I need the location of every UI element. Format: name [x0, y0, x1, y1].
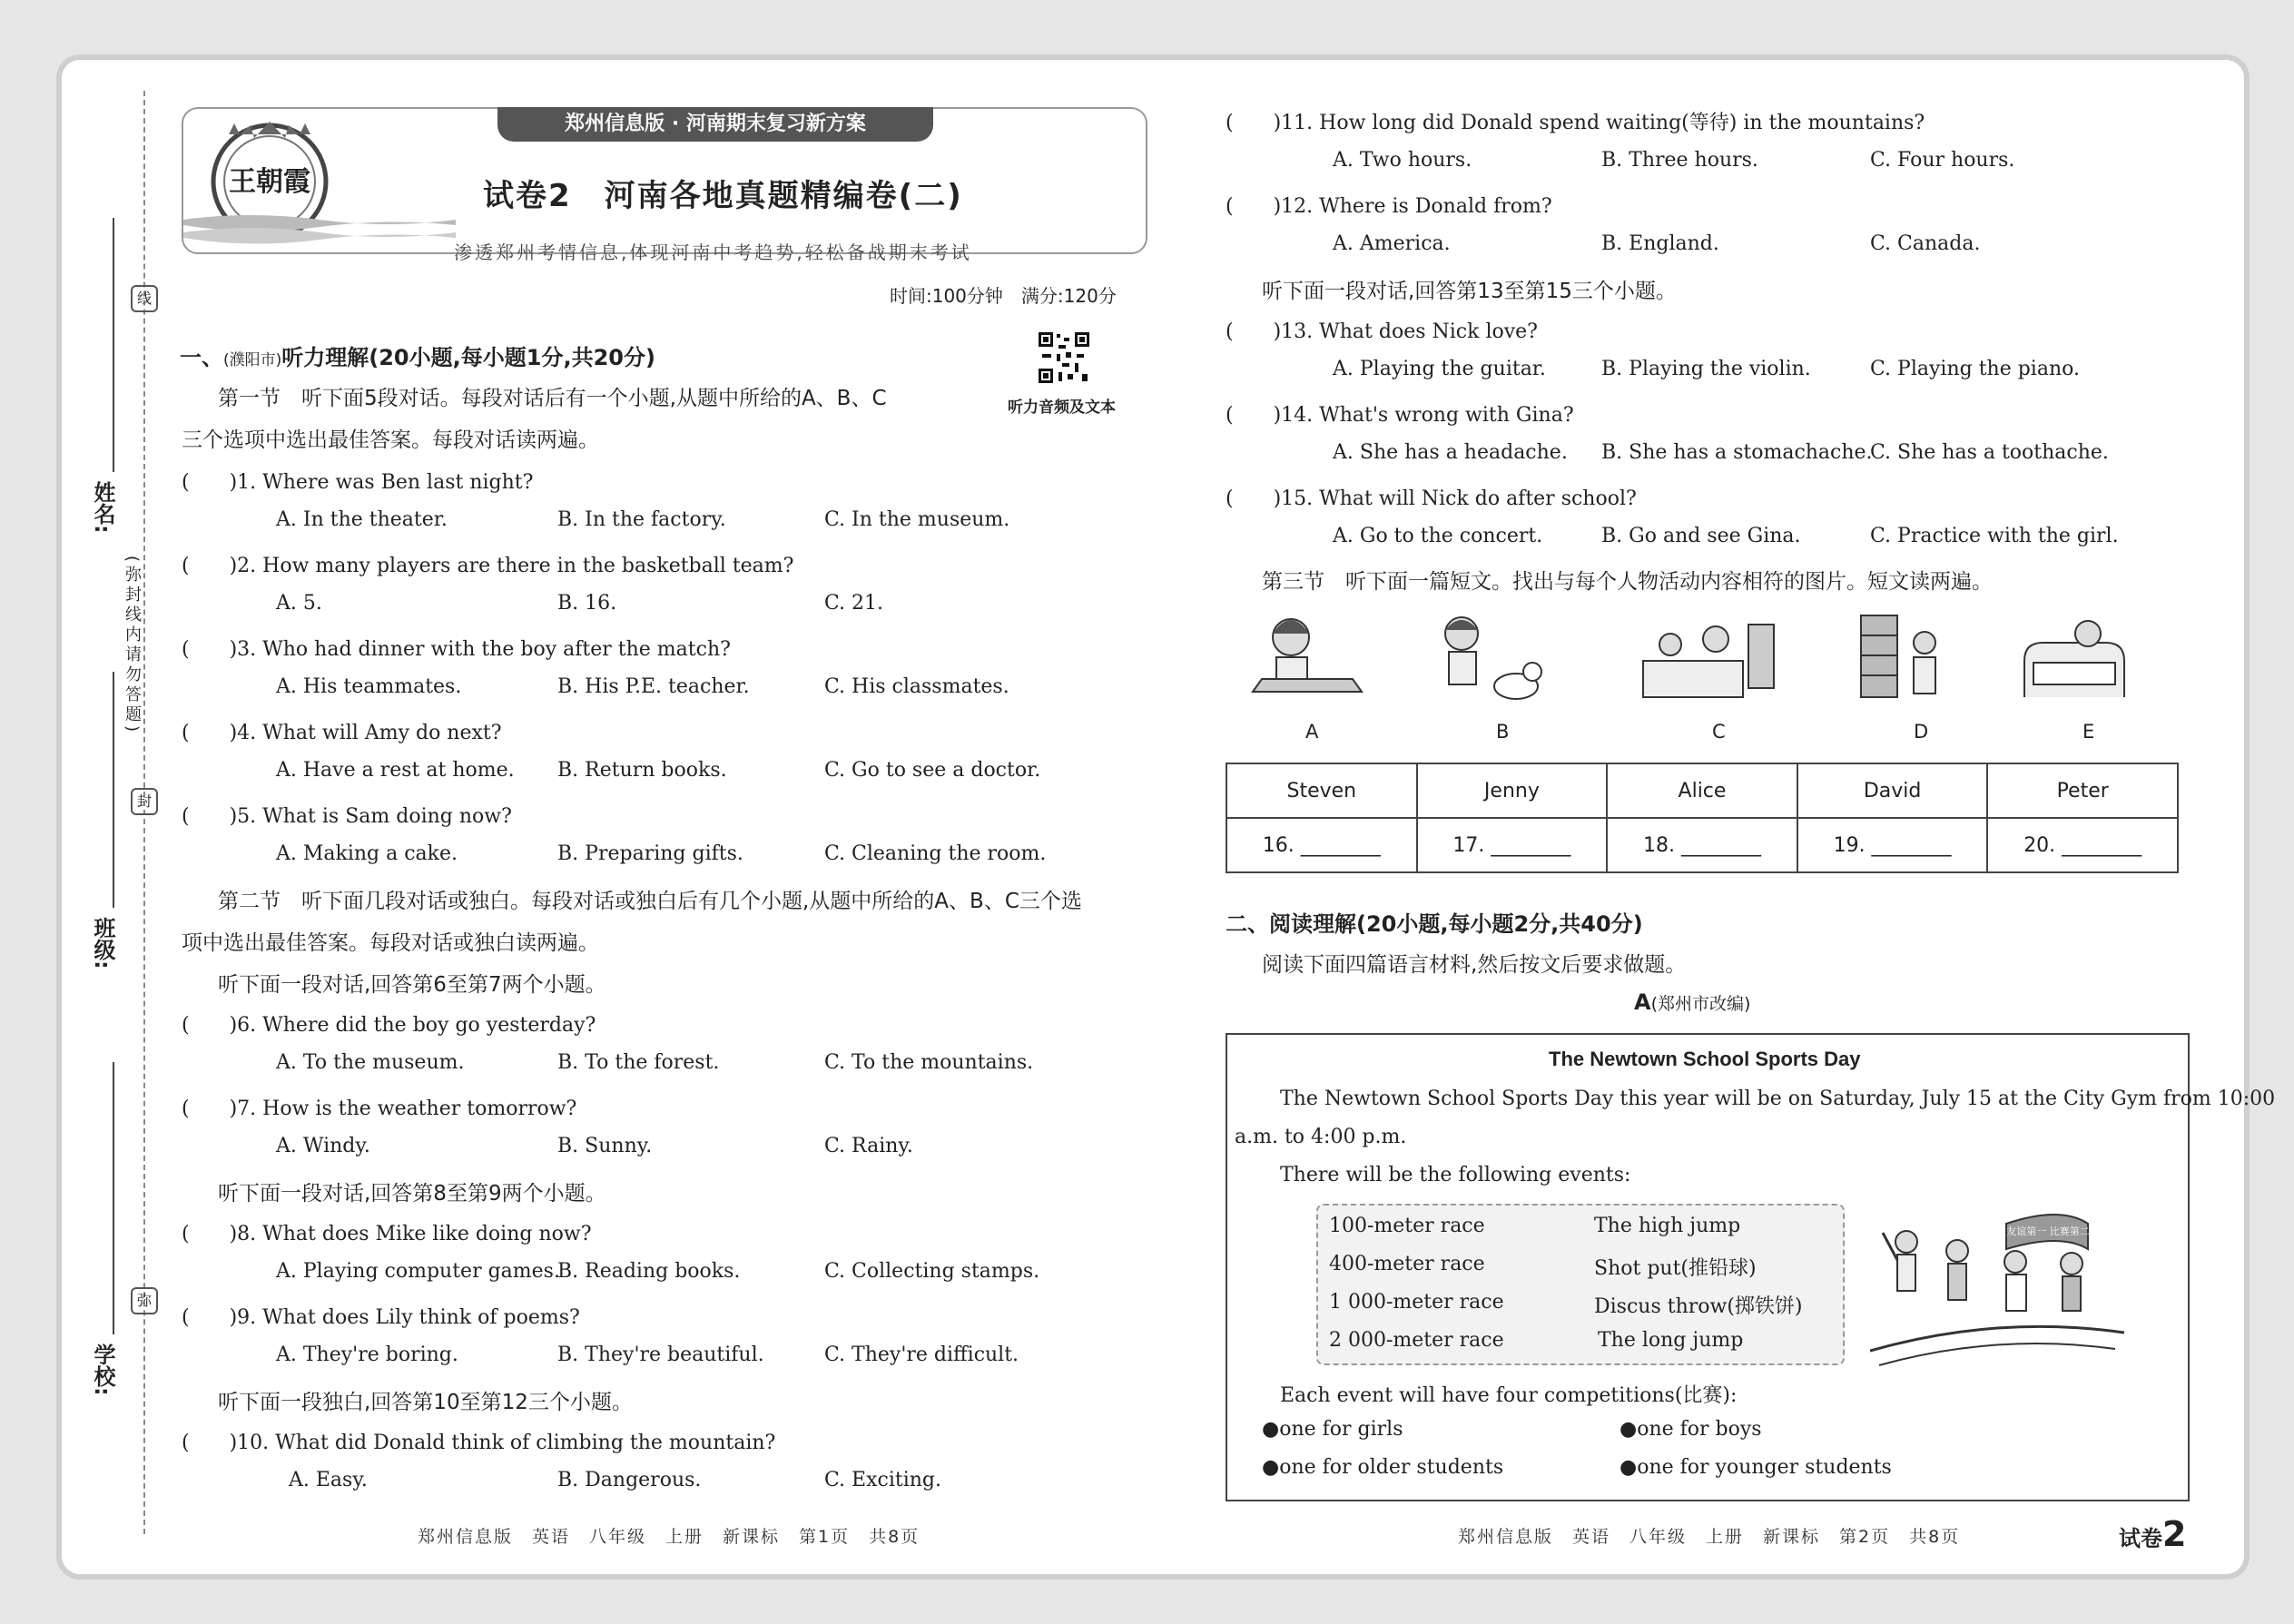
- passage-a-label: [1634, 989, 1750, 1015]
- question-9: ( )9. What does Lily think of poems?: [182, 1306, 580, 1329]
- event-100m: 100-meter race: [1329, 1215, 1485, 1237]
- banner-wave-decoration: [183, 211, 456, 251]
- question-5: ( )5. What is Sam doing now?: [182, 805, 512, 828]
- bullet-older: ●one for older students: [1262, 1456, 1504, 1479]
- question-11: ( )11. How long did Donald spend waiting(等待) in the mountains?: [1226, 112, 1925, 134]
- answer-blank-18[interactable]: 18. ________: [1607, 818, 1797, 872]
- table-row-names: [1226, 763, 2178, 818]
- name-cell-steven: Steven: [1226, 763, 1417, 818]
- picture-c-bedroom-people: [1643, 625, 1774, 697]
- question-12: ( )12. Where is Donald from?: [1226, 195, 1552, 218]
- exam-subtitle: 渗透郑州考情信息,体现河南中考趋势,轻松备战期末考试: [454, 241, 972, 263]
- picture-label-b: B: [1496, 721, 1510, 743]
- q9-option-a[interactable]: A. They're boring.: [276, 1343, 458, 1366]
- q15-option-c[interactable]: C. Practice with the girl.: [1870, 525, 2119, 547]
- answer-blank-20[interactable]: 20. ________: [1987, 818, 2178, 872]
- q11-option-c[interactable]: C. Four hours.: [1870, 149, 2015, 172]
- bullet-younger: ●one for younger students: [1620, 1456, 1892, 1479]
- q7-option-c[interactable]: C. Rainy.: [824, 1135, 913, 1157]
- q10-option-b[interactable]: B. Dangerous.: [557, 1469, 702, 1491]
- question-1: ( )1. Where was Ben last night?: [182, 471, 534, 494]
- answer-blank-17[interactable]: 17. ________: [1417, 818, 1608, 872]
- q6-option-c[interactable]: C. To the mountains.: [824, 1051, 1034, 1074]
- q9-option-b[interactable]: B. They're beautiful.: [557, 1343, 764, 1366]
- sports-day-illustration: [1870, 1196, 2124, 1371]
- event-shot-put: Shot put(推铅球): [1594, 1257, 1757, 1280]
- flag-text: 友谊第一 比赛第二: [2006, 1225, 2090, 1237]
- picture-label-e: E: [2082, 721, 2095, 743]
- section1-prefix: 一、: [180, 345, 223, 370]
- exam-time-score: 时间:100分钟 满分:120分: [890, 285, 1117, 307]
- intro-q10-12: 听下面一段独白,回答第10至第12三个小题。: [218, 1391, 633, 1414]
- athlete-figure-3: [2004, 1251, 2026, 1311]
- picture-d-library: [1861, 615, 1935, 697]
- athlete-figure-2: [1946, 1240, 1968, 1300]
- q14-option-b[interactable]: B. She has a stomachache.: [1601, 441, 1873, 464]
- intro-q8-9: 听下面一段对话,回答第8至第9两个小题。: [218, 1182, 606, 1206]
- banner-series-label: 郑州信息版 · 河南期末复习新方案: [497, 107, 933, 142]
- q6-option-b[interactable]: B. To the forest.: [557, 1051, 720, 1074]
- seal-mark-xian: 线: [131, 285, 158, 312]
- question-8: ( )8. What does Mike like doing now?: [182, 1223, 592, 1245]
- event-2000m: 2 000-meter race: [1329, 1329, 1504, 1352]
- q13-option-b[interactable]: B. Playing the violin.: [1601, 358, 1811, 380]
- q5-option-b[interactable]: B. Preparing gifts.: [557, 842, 743, 865]
- event-long-jump: The long jump: [1598, 1329, 1744, 1352]
- q8-option-b[interactable]: B. Reading books.: [557, 1260, 741, 1283]
- q2-option-b[interactable]: B. 16.: [557, 592, 617, 615]
- table-row-blanks: [1226, 818, 2178, 872]
- picture-label-d: D: [1914, 721, 1929, 743]
- q5-option-c[interactable]: C. Cleaning the room.: [824, 842, 1047, 865]
- question-6: ( )6. Where did the boy go yesterday?: [182, 1014, 596, 1037]
- event-discus: Discus throw(掷铁饼): [1594, 1295, 1803, 1318]
- q3-option-c[interactable]: C. His classmates.: [824, 675, 1009, 698]
- picture-label-a: A: [1305, 721, 1319, 743]
- question-15: ( )15. What will Nick do after school?: [1226, 487, 1637, 510]
- passage-line-2: a.m. to 4:00 p.m.: [1235, 1126, 1407, 1148]
- seal-mark-feng: 封: [131, 788, 158, 815]
- athlete-figure-4: [2061, 1253, 2082, 1311]
- paper-number-badge: [2119, 1514, 2186, 1554]
- q4-option-b[interactable]: B. Return books.: [557, 759, 727, 782]
- passage-line-3: There will be the following events:: [1280, 1164, 1631, 1186]
- intro-q6-7: 听下面一段对话,回答第6至第7两个小题。: [218, 973, 606, 997]
- q2-option-c[interactable]: C. 21.: [824, 592, 884, 615]
- q10-option-a[interactable]: A. Easy.: [289, 1469, 368, 1491]
- q3-option-a[interactable]: A. His teammates.: [276, 675, 462, 698]
- question-7: ( )7. How is the weather tomorrow?: [182, 1097, 577, 1120]
- passage-source: (郑州市改编): [1650, 994, 1751, 1014]
- footer-left: 郑州信息版 英语 八年级 上册 新课标 第1页 共8页: [418, 1527, 921, 1547]
- answer-blank-16[interactable]: 16. ________: [1226, 818, 1417, 872]
- event-400m: 400-meter race: [1329, 1253, 1485, 1275]
- q1-option-c[interactable]: C. In the museum.: [824, 508, 1010, 531]
- qr-caption: 听力音频及文本: [1008, 399, 1116, 417]
- q11-option-b[interactable]: B. Three hours.: [1601, 149, 1758, 172]
- seal-mark-mi: 弥: [131, 1287, 158, 1314]
- section2-heading: 二、阅读理解(20小题,每小题2分,共40分): [1226, 911, 1643, 937]
- picture-e-sick-in-bed: [2024, 621, 2124, 697]
- q2-option-a[interactable]: A. 5.: [276, 592, 322, 615]
- question-14: ( )14. What's wrong with Gina?: [1226, 404, 1574, 427]
- section1-heading: [180, 340, 655, 371]
- q1-option-a[interactable]: A. In the theater.: [276, 508, 448, 531]
- q12-option-c[interactable]: C. Canada.: [1870, 232, 1981, 255]
- picture-b-boy-with-dog: [1445, 617, 1541, 699]
- passage-title: The Newtown School Sports Day: [1549, 1048, 1861, 1070]
- section1-title: 听力理解(20小题,每小题1分,共20分): [281, 345, 655, 370]
- q1-option-b[interactable]: B. In the factory.: [557, 508, 726, 531]
- part1-instruction-line2: 三个选项中选出最佳答案。每段对话读两遍。: [182, 428, 599, 452]
- question-4: ( )4. What will Amy do next?: [182, 722, 502, 744]
- header-banner: [182, 107, 1147, 254]
- logo-text: 王朝霞: [229, 166, 310, 198]
- answer-blank-19[interactable]: 19. ________: [1797, 818, 1988, 872]
- school-label: 学校:: [90, 1343, 115, 1396]
- q7-option-a[interactable]: A. Windy.: [276, 1135, 370, 1157]
- section2-instruction: 阅读下面四篇语言材料,然后按文后要求做题。: [1262, 953, 1687, 977]
- q12-option-b[interactable]: B. England.: [1601, 232, 1719, 255]
- name-cell-peter: Peter: [1987, 763, 2178, 818]
- q14-option-a[interactable]: A. She has a headache.: [1333, 441, 1568, 464]
- section1-source: (濮阳市): [223, 351, 282, 369]
- name-cell-david: David: [1797, 763, 1988, 818]
- badge-text: 试卷: [2119, 1526, 2162, 1551]
- badge-number: 2: [2162, 1514, 2187, 1554]
- name-cell-alice: Alice: [1607, 763, 1797, 818]
- question-13: ( )13. What does Nick love?: [1226, 320, 1538, 343]
- bullet-boys: ●one for boys: [1620, 1418, 1762, 1441]
- question-2: ( )2. How many players are there in the basketball team?: [182, 555, 794, 577]
- picture-label-c: C: [1712, 721, 1726, 743]
- intro-q13-15: 听下面一段对话,回答第13至第15三个小题。: [1262, 280, 1677, 303]
- q4-option-c[interactable]: C. Go to see a doctor.: [824, 759, 1041, 782]
- athlete-figure-1: [1883, 1231, 1917, 1291]
- matching-table: [1226, 763, 2179, 873]
- competition-intro: Each event will have four competitions(比赛):: [1280, 1384, 1738, 1407]
- q15-option-a[interactable]: A. Go to the concert.: [1333, 525, 1543, 547]
- exam-title: 试卷2 河南各地真题精编卷(二): [483, 178, 963, 214]
- bullet-girls: ●one for girls: [1262, 1418, 1403, 1441]
- qr-code-icon[interactable]: [1037, 330, 1091, 385]
- q14-option-c[interactable]: C. She has a toothache.: [1870, 441, 2109, 464]
- part2-instruction-line1: 第二节 听下面几段对话或独白。每段对话或独白后有几个小题,从题中所给的A、B、C三个选: [218, 890, 1082, 913]
- q8-option-a[interactable]: A. Playing computer games.: [276, 1260, 560, 1283]
- picture-a-girl-writing: [1253, 619, 1362, 692]
- q13-option-a[interactable]: A. Playing the guitar.: [1333, 358, 1546, 380]
- q3-option-b[interactable]: B. His P.E. teacher.: [557, 675, 750, 698]
- part2-instruction-line2: 项中选出最佳答案。每段对话或独白读两遍。: [182, 931, 599, 955]
- q7-option-b[interactable]: B. Sunny.: [557, 1135, 653, 1157]
- q8-option-c[interactable]: C. Collecting stamps.: [824, 1260, 1040, 1283]
- q4-option-a[interactable]: A. Have a rest at home.: [276, 759, 515, 782]
- school-field-line[interactable]: [113, 1062, 114, 1334]
- name-field-line[interactable]: [113, 218, 114, 472]
- class-label: 班级:: [90, 917, 115, 969]
- q15-option-b[interactable]: B. Go and see Gina.: [1601, 525, 1801, 547]
- q13-option-c[interactable]: C. Playing the piano.: [1870, 358, 2080, 380]
- question-3: ( )3. Who had dinner with the boy after the match?: [182, 638, 731, 661]
- event-high-jump: The high jump: [1594, 1215, 1741, 1237]
- q12-option-a[interactable]: A. America.: [1333, 232, 1451, 255]
- q10-option-c[interactable]: C. Exciting.: [824, 1469, 941, 1491]
- event-1000m: 1 000-meter race: [1329, 1291, 1504, 1314]
- part3-instruction: 第三节 听下面一篇短文。找出与每个人物活动内容相符的图片。短文读两遍。: [1262, 570, 1993, 594]
- q11-option-a[interactable]: A. Two hours.: [1333, 149, 1472, 172]
- question-10: ( )10. What did Donald think of climbing the mountain?: [182, 1432, 776, 1454]
- footer-right: 郑州信息版 英语 八年级 上册 新课标 第2页 共8页: [1458, 1527, 1961, 1547]
- passage-line-1: The Newtown School Sports Day this year will be on Saturday, July 15 at the City Gym from 10:00: [1280, 1088, 2276, 1110]
- name-label: 姓名:: [90, 481, 115, 534]
- name-cell-jenny: Jenny: [1417, 763, 1608, 818]
- q5-option-a[interactable]: A. Making a cake.: [276, 842, 458, 865]
- class-field-line[interactable]: [113, 672, 114, 908]
- part1-instruction-line1: 第一节 听下面5段对话。每段对话后有一个小题,从题中所给的A、B、C: [218, 387, 887, 410]
- q6-option-a[interactable]: A. To the museum.: [276, 1051, 465, 1074]
- seal-notice: (弥封线内请勿答题): [123, 556, 142, 736]
- q9-option-c[interactable]: C. They're difficult.: [824, 1343, 1019, 1366]
- passage-letter: A: [1634, 989, 1651, 1015]
- listening-pictures: [1244, 606, 2161, 714]
